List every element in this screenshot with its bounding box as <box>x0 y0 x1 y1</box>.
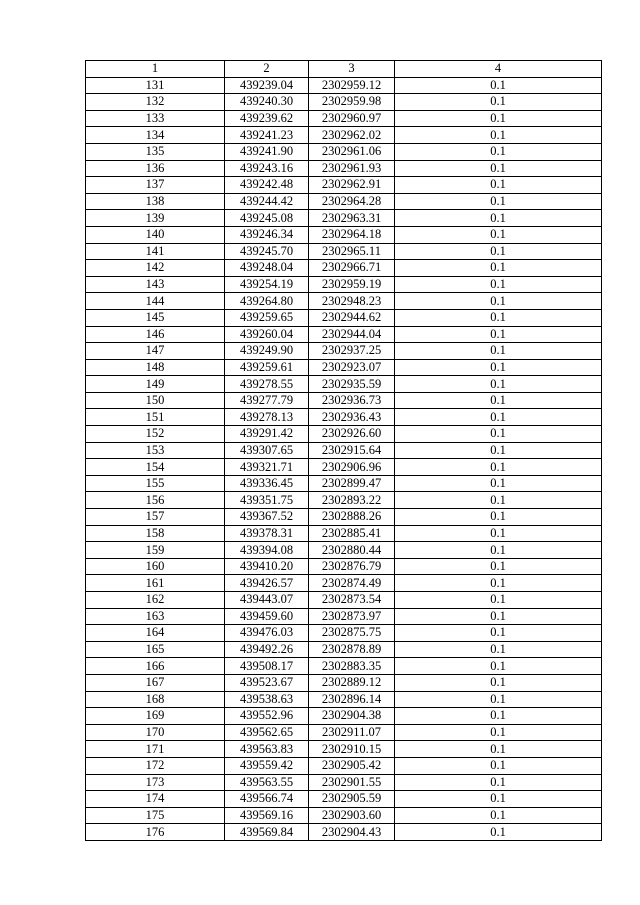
point-number-cell: 132 <box>86 94 225 111</box>
point-number-cell: 148 <box>86 359 225 376</box>
y-coordinate-cell: 2302926.60 <box>309 426 395 443</box>
value-cell: 0.1 <box>395 392 602 409</box>
column-header-4: 4 <box>395 61 602 78</box>
table-row <box>86 343 602 360</box>
y-coordinate-cell: 2302903.60 <box>309 807 395 824</box>
point-number-cell: 138 <box>86 193 225 210</box>
value-cell: 0.1 <box>395 243 602 260</box>
table-row <box>86 741 602 758</box>
value-cell: 0.1 <box>395 774 602 791</box>
table-row <box>86 210 602 227</box>
point-number-cell: 166 <box>86 658 225 675</box>
x-coordinate-cell: 439367.52 <box>225 509 309 526</box>
y-coordinate-cell: 2302936.43 <box>309 409 395 426</box>
value-cell: 0.1 <box>395 276 602 293</box>
table-row <box>86 724 602 741</box>
x-coordinate-cell: 439260.04 <box>225 326 309 343</box>
x-coordinate-cell: 439241.90 <box>225 143 309 160</box>
point-number-cell: 156 <box>86 492 225 509</box>
value-cell: 0.1 <box>395 143 602 160</box>
point-number-cell: 160 <box>86 558 225 575</box>
point-number-cell: 147 <box>86 343 225 360</box>
value-cell: 0.1 <box>395 376 602 393</box>
y-coordinate-cell: 2302936.73 <box>309 392 395 409</box>
table-row <box>86 94 602 111</box>
table-row <box>86 757 602 774</box>
value-cell: 0.1 <box>395 824 602 841</box>
x-coordinate-cell: 439307.65 <box>225 442 309 459</box>
x-coordinate-cell: 439476.03 <box>225 625 309 642</box>
table-row <box>86 691 602 708</box>
value-cell: 0.1 <box>395 674 602 691</box>
value-cell: 0.1 <box>395 641 602 658</box>
y-coordinate-cell: 2302896.14 <box>309 691 395 708</box>
table-row <box>86 442 602 459</box>
x-coordinate-cell: 439259.65 <box>225 309 309 326</box>
y-coordinate-cell: 2302875.75 <box>309 625 395 642</box>
y-coordinate-cell: 2302889.12 <box>309 674 395 691</box>
value-cell: 0.1 <box>395 525 602 542</box>
x-coordinate-cell: 439508.17 <box>225 658 309 675</box>
y-coordinate-cell: 2302873.54 <box>309 592 395 609</box>
column-header-1: 1 <box>86 61 225 78</box>
table-row <box>86 824 602 841</box>
y-coordinate-cell: 2302906.96 <box>309 459 395 476</box>
y-coordinate-cell: 2302937.25 <box>309 343 395 360</box>
table-row <box>86 326 602 343</box>
table-row <box>86 558 602 575</box>
y-coordinate-cell: 2302899.47 <box>309 475 395 492</box>
point-number-cell: 136 <box>86 160 225 177</box>
table-header <box>86 61 602 78</box>
y-coordinate-cell: 2302915.64 <box>309 442 395 459</box>
value-cell: 0.1 <box>395 741 602 758</box>
value-cell: 0.1 <box>395 625 602 642</box>
point-number-cell: 154 <box>86 459 225 476</box>
table-row <box>86 658 602 675</box>
value-cell: 0.1 <box>395 94 602 111</box>
y-coordinate-cell: 2302964.28 <box>309 193 395 210</box>
table-row <box>86 525 602 542</box>
x-coordinate-cell: 439378.31 <box>225 525 309 542</box>
value-cell: 0.1 <box>395 492 602 509</box>
x-coordinate-cell: 439246.34 <box>225 226 309 243</box>
x-coordinate-cell: 439443.07 <box>225 592 309 609</box>
y-coordinate-cell: 2302944.62 <box>309 309 395 326</box>
value-cell: 0.1 <box>395 708 602 725</box>
value-cell: 0.1 <box>395 127 602 144</box>
value-cell: 0.1 <box>395 757 602 774</box>
point-number-cell: 170 <box>86 724 225 741</box>
x-coordinate-cell: 439278.13 <box>225 409 309 426</box>
x-coordinate-cell: 439459.60 <box>225 608 309 625</box>
value-cell: 0.1 <box>395 210 602 227</box>
value-cell: 0.1 <box>395 177 602 194</box>
value-cell: 0.1 <box>395 542 602 559</box>
point-number-cell: 163 <box>86 608 225 625</box>
y-coordinate-cell: 2302911.07 <box>309 724 395 741</box>
table-row <box>86 542 602 559</box>
point-number-cell: 135 <box>86 143 225 160</box>
y-coordinate-cell: 2302905.59 <box>309 791 395 808</box>
table-row <box>86 475 602 492</box>
point-number-cell: 173 <box>86 774 225 791</box>
y-coordinate-cell: 2302888.26 <box>309 509 395 526</box>
point-number-cell: 176 <box>86 824 225 841</box>
point-number-cell: 140 <box>86 226 225 243</box>
table-row <box>86 77 602 94</box>
table-row <box>86 509 602 526</box>
table-row <box>86 409 602 426</box>
value-cell: 0.1 <box>395 193 602 210</box>
x-coordinate-cell: 439321.71 <box>225 459 309 476</box>
x-coordinate-cell: 439523.67 <box>225 674 309 691</box>
x-coordinate-cell: 439569.16 <box>225 807 309 824</box>
y-coordinate-cell: 2302959.19 <box>309 276 395 293</box>
table-row <box>86 293 602 310</box>
x-coordinate-cell: 439563.55 <box>225 774 309 791</box>
y-coordinate-cell: 2302904.43 <box>309 824 395 841</box>
point-number-cell: 153 <box>86 442 225 459</box>
table-row <box>86 127 602 144</box>
x-coordinate-cell: 439242.48 <box>225 177 309 194</box>
value-cell: 0.1 <box>395 558 602 575</box>
point-number-cell: 133 <box>86 110 225 127</box>
table-row <box>86 309 602 326</box>
y-coordinate-cell: 2302878.89 <box>309 641 395 658</box>
x-coordinate-cell: 439552.96 <box>225 708 309 725</box>
table-row <box>86 608 602 625</box>
x-coordinate-cell: 439259.61 <box>225 359 309 376</box>
column-header-2: 2 <box>225 61 309 78</box>
value-cell: 0.1 <box>395 608 602 625</box>
value-cell: 0.1 <box>395 343 602 360</box>
value-cell: 0.1 <box>395 575 602 592</box>
value-cell: 0.1 <box>395 226 602 243</box>
x-coordinate-cell: 439239.04 <box>225 77 309 94</box>
point-number-cell: 142 <box>86 260 225 277</box>
value-cell: 0.1 <box>395 724 602 741</box>
x-coordinate-cell: 439336.45 <box>225 475 309 492</box>
value-cell: 0.1 <box>395 509 602 526</box>
point-number-cell: 167 <box>86 674 225 691</box>
y-coordinate-cell: 2302874.49 <box>309 575 395 592</box>
value-cell: 0.1 <box>395 691 602 708</box>
x-coordinate-cell: 439241.23 <box>225 127 309 144</box>
point-number-cell: 149 <box>86 376 225 393</box>
point-number-cell: 141 <box>86 243 225 260</box>
x-coordinate-cell: 439538.63 <box>225 691 309 708</box>
y-coordinate-cell: 2302883.35 <box>309 658 395 675</box>
point-number-cell: 152 <box>86 426 225 443</box>
value-cell: 0.1 <box>395 409 602 426</box>
x-coordinate-cell: 439562.65 <box>225 724 309 741</box>
x-coordinate-cell: 439240.30 <box>225 94 309 111</box>
table-row <box>86 392 602 409</box>
value-cell: 0.1 <box>395 475 602 492</box>
value-cell: 0.1 <box>395 459 602 476</box>
column-header-3: 3 <box>309 61 395 78</box>
x-coordinate-cell: 439264.80 <box>225 293 309 310</box>
value-cell: 0.1 <box>395 293 602 310</box>
y-coordinate-cell: 2302935.59 <box>309 376 395 393</box>
table-row <box>86 592 602 609</box>
value-cell: 0.1 <box>395 442 602 459</box>
x-coordinate-cell: 439291.42 <box>225 426 309 443</box>
y-coordinate-cell: 2302961.06 <box>309 143 395 160</box>
value-cell: 0.1 <box>395 326 602 343</box>
value-cell: 0.1 <box>395 160 602 177</box>
x-coordinate-cell: 439569.84 <box>225 824 309 841</box>
table-row <box>86 376 602 393</box>
point-number-cell: 168 <box>86 691 225 708</box>
point-number-cell: 162 <box>86 592 225 609</box>
y-coordinate-cell: 2302966.71 <box>309 260 395 277</box>
point-number-cell: 134 <box>86 127 225 144</box>
x-coordinate-cell: 439243.16 <box>225 160 309 177</box>
y-coordinate-cell: 2302948.23 <box>309 293 395 310</box>
y-coordinate-cell: 2302965.11 <box>309 243 395 260</box>
table-row <box>86 791 602 808</box>
table-row <box>86 641 602 658</box>
x-coordinate-cell: 439245.70 <box>225 243 309 260</box>
y-coordinate-cell: 2302961.93 <box>309 160 395 177</box>
point-number-cell: 161 <box>86 575 225 592</box>
point-number-cell: 164 <box>86 625 225 642</box>
x-coordinate-cell: 439277.79 <box>225 392 309 409</box>
y-coordinate-cell: 2302944.04 <box>309 326 395 343</box>
point-number-cell: 159 <box>86 542 225 559</box>
point-number-cell: 143 <box>86 276 225 293</box>
table-row <box>86 193 602 210</box>
table-row <box>86 243 602 260</box>
point-number-cell: 150 <box>86 392 225 409</box>
point-number-cell: 139 <box>86 210 225 227</box>
x-coordinate-cell: 439394.08 <box>225 542 309 559</box>
value-cell: 0.1 <box>395 426 602 443</box>
y-coordinate-cell: 2302876.79 <box>309 558 395 575</box>
point-number-cell: 165 <box>86 641 225 658</box>
y-coordinate-cell: 2302910.15 <box>309 741 395 758</box>
x-coordinate-cell: 439426.57 <box>225 575 309 592</box>
point-number-cell: 146 <box>86 326 225 343</box>
table-row <box>86 492 602 509</box>
point-number-cell: 151 <box>86 409 225 426</box>
y-coordinate-cell: 2302959.12 <box>309 77 395 94</box>
table-body <box>86 77 602 840</box>
x-coordinate-cell: 439410.20 <box>225 558 309 575</box>
y-coordinate-cell: 2302923.07 <box>309 359 395 376</box>
point-number-cell: 169 <box>86 708 225 725</box>
table-row <box>86 575 602 592</box>
table-row <box>86 708 602 725</box>
x-coordinate-cell: 439254.19 <box>225 276 309 293</box>
value-cell: 0.1 <box>395 309 602 326</box>
table-row <box>86 143 602 160</box>
point-number-cell: 158 <box>86 525 225 542</box>
x-coordinate-cell: 439248.04 <box>225 260 309 277</box>
x-coordinate-cell: 439245.08 <box>225 210 309 227</box>
y-coordinate-cell: 2302901.55 <box>309 774 395 791</box>
table-row <box>86 774 602 791</box>
table-row <box>86 177 602 194</box>
table-row <box>86 160 602 177</box>
y-coordinate-cell: 2302964.18 <box>309 226 395 243</box>
y-coordinate-cell: 2302873.97 <box>309 608 395 625</box>
point-number-cell: 172 <box>86 757 225 774</box>
point-number-cell: 137 <box>86 177 225 194</box>
point-number-cell: 145 <box>86 309 225 326</box>
table-row <box>86 459 602 476</box>
y-coordinate-cell: 2302880.44 <box>309 542 395 559</box>
x-coordinate-cell: 439278.55 <box>225 376 309 393</box>
point-number-cell: 144 <box>86 293 225 310</box>
point-number-cell: 155 <box>86 475 225 492</box>
y-coordinate-cell: 2302904.38 <box>309 708 395 725</box>
x-coordinate-cell: 439249.90 <box>225 343 309 360</box>
point-number-cell: 171 <box>86 741 225 758</box>
y-coordinate-cell: 2302905.42 <box>309 757 395 774</box>
point-number-cell: 175 <box>86 807 225 824</box>
value-cell: 0.1 <box>395 658 602 675</box>
value-cell: 0.1 <box>395 110 602 127</box>
x-coordinate-cell: 439239.62 <box>225 110 309 127</box>
x-coordinate-cell: 439559.42 <box>225 757 309 774</box>
y-coordinate-cell: 2302962.91 <box>309 177 395 194</box>
table-row <box>86 674 602 691</box>
table-row <box>86 110 602 127</box>
x-coordinate-cell: 439492.26 <box>225 641 309 658</box>
y-coordinate-cell: 2302893.22 <box>309 492 395 509</box>
value-cell: 0.1 <box>395 77 602 94</box>
point-number-cell: 157 <box>86 509 225 526</box>
table-row <box>86 359 602 376</box>
x-coordinate-cell: 439351.75 <box>225 492 309 509</box>
table-row <box>86 276 602 293</box>
y-coordinate-cell: 2302960.97 <box>309 110 395 127</box>
table-row <box>86 807 602 824</box>
table-row <box>86 625 602 642</box>
table-row <box>86 260 602 277</box>
value-cell: 0.1 <box>395 807 602 824</box>
y-coordinate-cell: 2302963.31 <box>309 210 395 227</box>
value-cell: 0.1 <box>395 592 602 609</box>
y-coordinate-cell: 2302962.02 <box>309 127 395 144</box>
x-coordinate-cell: 439244.42 <box>225 193 309 210</box>
point-number-cell: 131 <box>86 77 225 94</box>
y-coordinate-cell: 2302885.41 <box>309 525 395 542</box>
table-row <box>86 226 602 243</box>
value-cell: 0.1 <box>395 359 602 376</box>
x-coordinate-cell: 439563.83 <box>225 741 309 758</box>
y-coordinate-cell: 2302959.98 <box>309 94 395 111</box>
value-cell: 0.1 <box>395 260 602 277</box>
point-number-cell: 174 <box>86 791 225 808</box>
x-coordinate-cell: 439566.74 <box>225 791 309 808</box>
header-row <box>86 61 602 78</box>
coordinates-table <box>85 60 602 841</box>
table-row <box>86 426 602 443</box>
value-cell: 0.1 <box>395 791 602 808</box>
